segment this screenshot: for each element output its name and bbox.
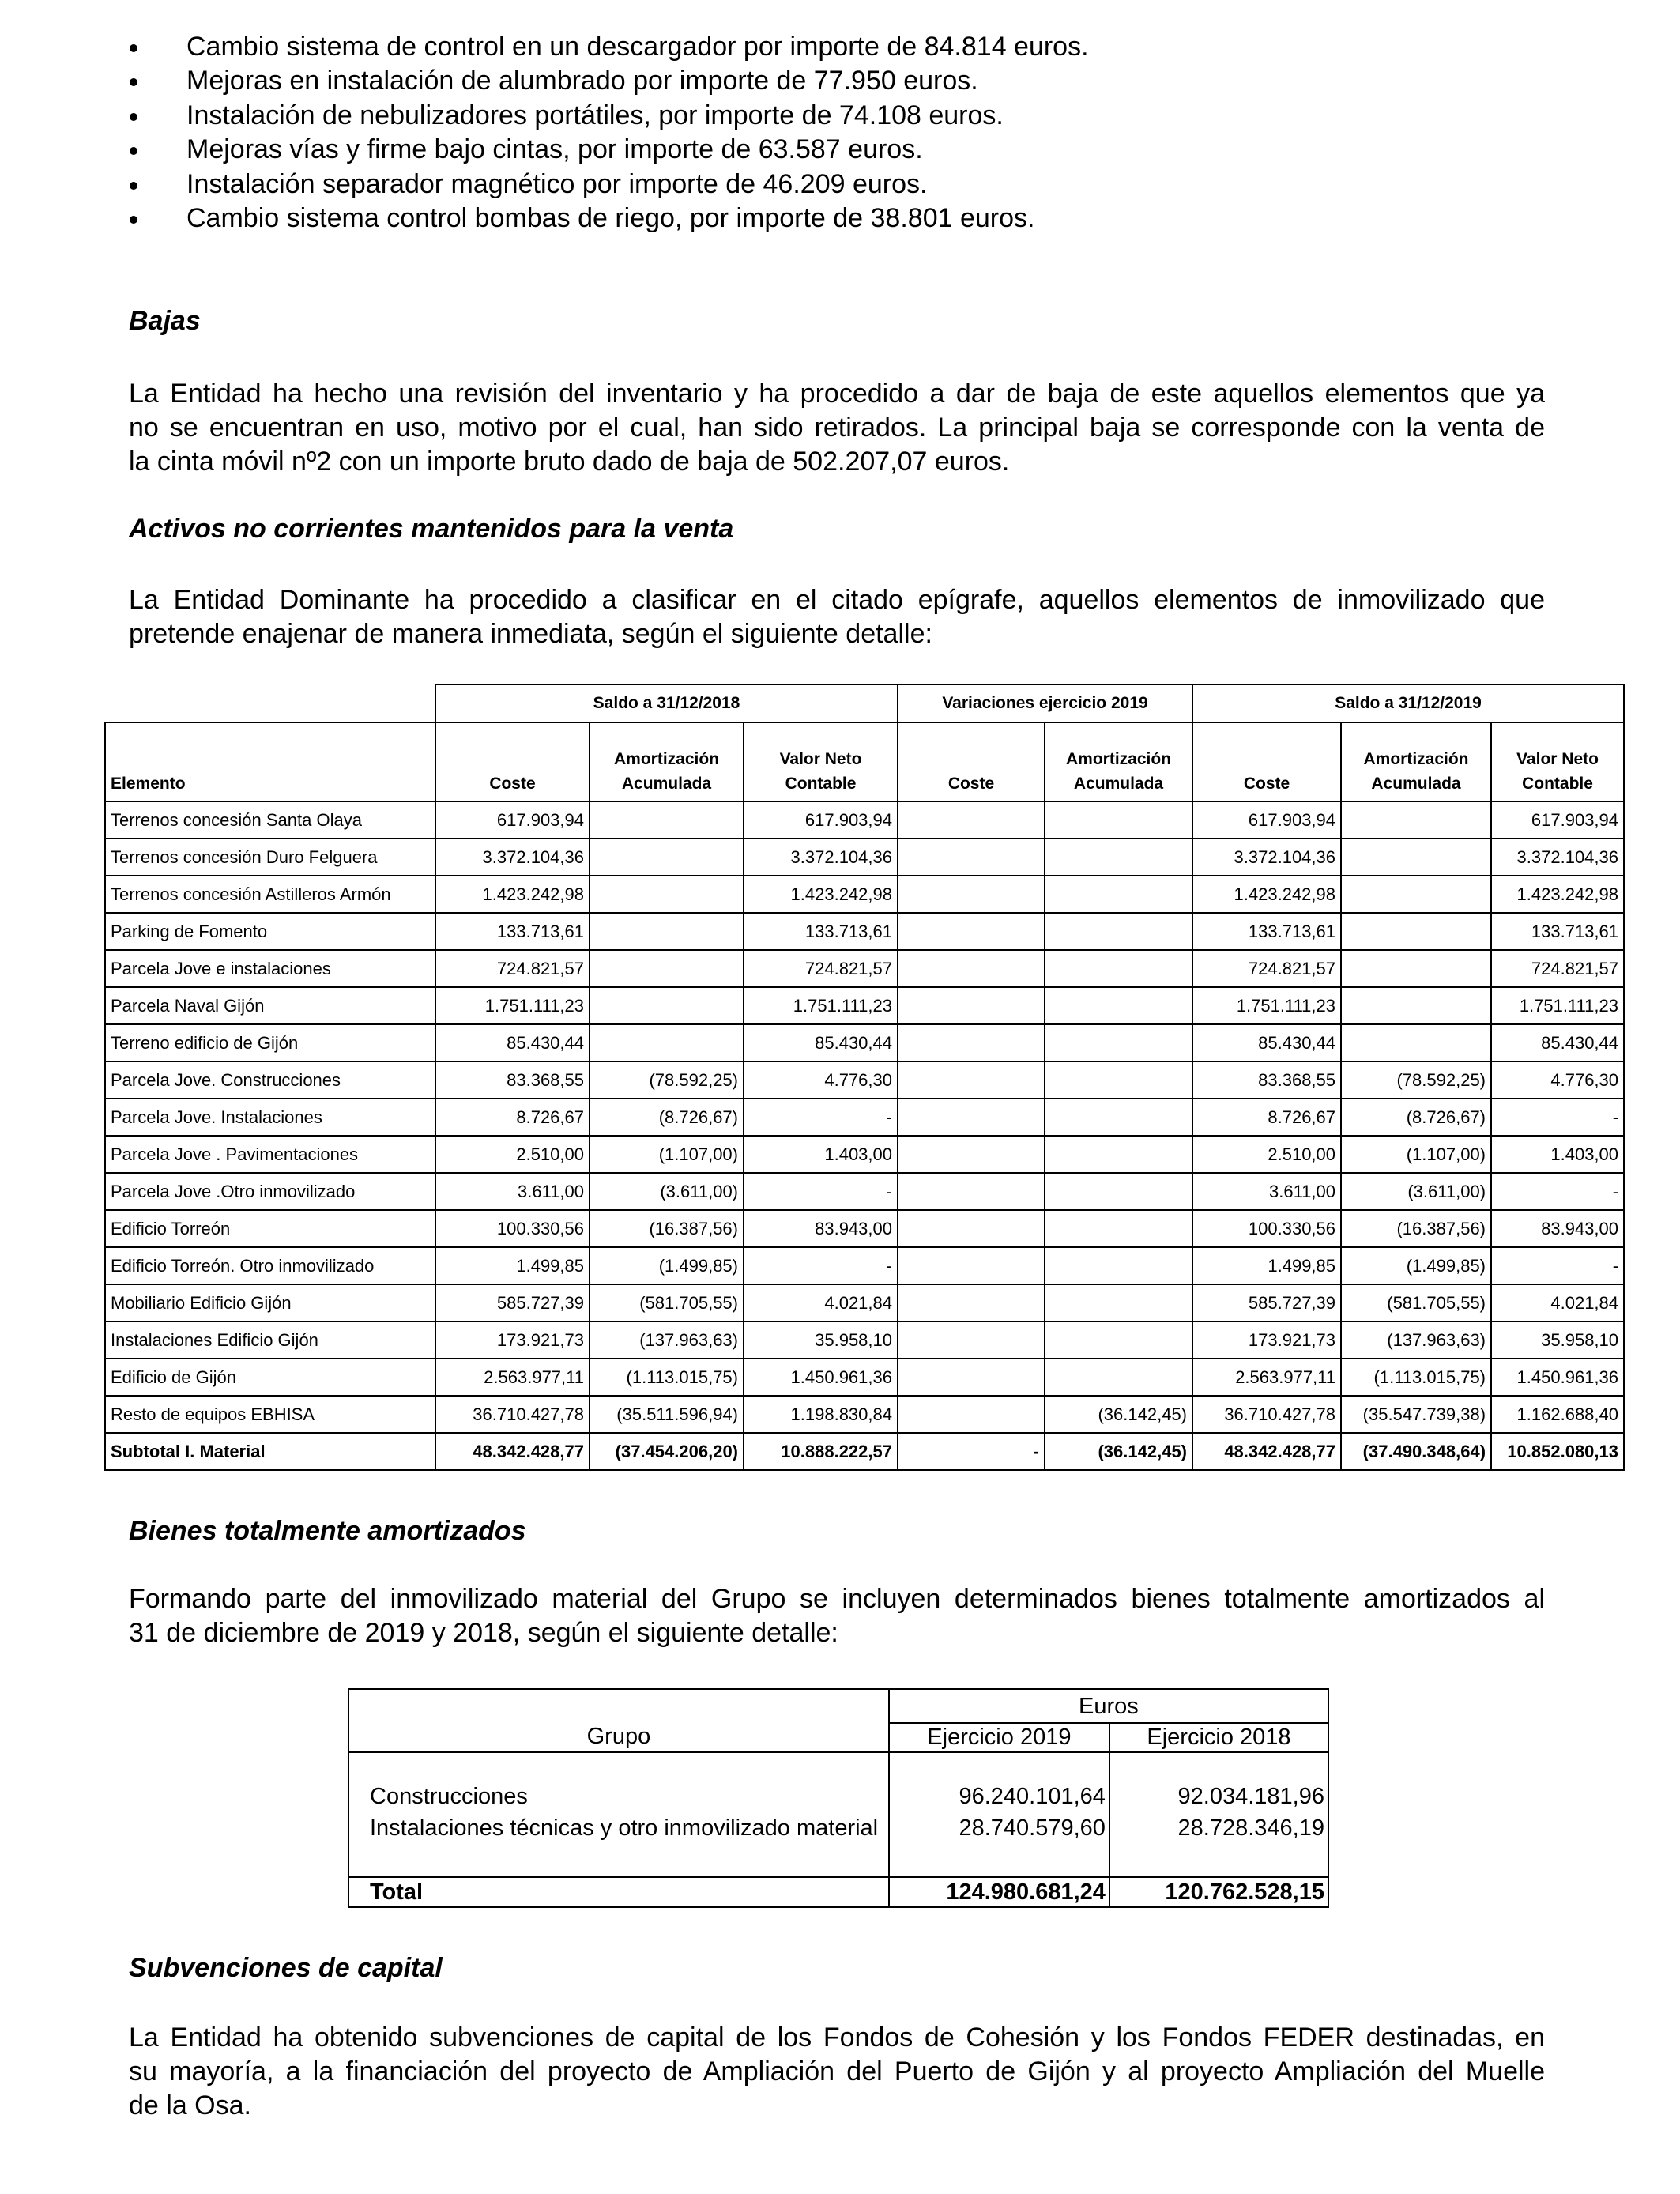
cell-value: 1.423.242,98 — [435, 876, 590, 913]
cell-value — [1341, 801, 1491, 839]
bienes-paragraph: Formando parte del inmovilizado material del Grupo se incluyen determinados bienes totalmente amortizados al 31 de diciembre de 2019 y 2018, según el siguiente detalle: — [129, 1584, 1545, 1648]
cell-value: 35.958,10 — [1491, 1321, 1624, 1359]
cell-value: 83.368,55 — [1192, 1061, 1341, 1099]
bullet-icon — [130, 216, 137, 224]
bullet-icon — [130, 78, 137, 86]
cell-value: 36.710.427,78 — [435, 1396, 590, 1433]
cell-value: 1.450.961,36 — [744, 1359, 898, 1396]
bienes-heading: Bienes totalmente amortizados — [129, 1516, 526, 1546]
cell-value — [898, 1247, 1045, 1284]
cell-value: 83.943,00 — [744, 1210, 898, 1247]
cell-value: 724.821,57 — [435, 950, 590, 987]
cell-value: 2.510,00 — [435, 1136, 590, 1173]
cell-value — [1045, 1136, 1192, 1173]
cell-value — [590, 839, 744, 876]
group-header: Saldo a 31/12/2018 — [435, 684, 898, 722]
bullet-icon — [130, 182, 137, 190]
row-label: Terreno edificio de Gijón — [105, 1024, 435, 1061]
cell-value: 133.713,61 — [1192, 913, 1341, 950]
cell-value: - — [1491, 1173, 1624, 1210]
row-label: Parcela Jove e instalaciones — [105, 950, 435, 987]
table-row — [105, 1284, 1624, 1321]
table-row — [105, 839, 1624, 876]
cell-value: (35.547.739,38) — [1341, 1396, 1491, 1433]
cell-value — [590, 876, 744, 913]
cell-value — [1045, 1061, 1192, 1099]
cell-value: 1.162.688,40 — [1491, 1396, 1624, 1433]
cell-value: (36.142,45) — [1045, 1396, 1192, 1433]
cell-value: - — [1491, 1247, 1624, 1284]
cell-value — [898, 1210, 1045, 1247]
column-header: Amortización Acumulada — [1045, 722, 1192, 801]
cell-value: 2.563.977,11 — [435, 1359, 590, 1396]
cell-value — [898, 1099, 1045, 1136]
bajas-heading: Bajas — [129, 306, 201, 336]
cell-value — [898, 1061, 1045, 1099]
column-header: Amortización Acumulada — [1341, 722, 1491, 801]
cell-value: 133.713,61 — [1491, 913, 1624, 950]
table-header-row — [348, 1723, 1328, 1752]
cell-value — [898, 950, 1045, 987]
cell-value: 100.330,56 — [435, 1210, 590, 1247]
cell-value: 48.342.428,77 — [435, 1433, 590, 1470]
cell-value: 1.499,85 — [1192, 1247, 1341, 1284]
column-header: Valor Neto Contable — [744, 722, 898, 801]
table-row — [105, 1173, 1624, 1210]
subvenciones-heading: Subvenciones de capital — [129, 1953, 443, 1983]
cell-value: 617.903,94 — [744, 801, 898, 839]
table-row — [105, 1024, 1624, 1061]
cell-value: 2.563.977,11 — [1192, 1359, 1341, 1396]
bullet-icon — [130, 113, 137, 121]
cell-value — [1045, 839, 1192, 876]
cell-value — [898, 839, 1045, 876]
cell-value — [1341, 839, 1491, 876]
row-label: Mobiliario Edificio Gijón — [105, 1284, 435, 1321]
cell-value: 3.372.104,36 — [1491, 839, 1624, 876]
cell-value: 617.903,94 — [1192, 801, 1341, 839]
cell-value: 10.852.080,13 — [1491, 1433, 1624, 1470]
cell-value — [590, 801, 744, 839]
cell-value — [898, 1284, 1045, 1321]
cell-value — [1045, 913, 1192, 950]
cell-value — [1341, 876, 1491, 913]
cell-value: 3.611,00 — [435, 1173, 590, 1210]
cell-value: - — [744, 1099, 898, 1136]
cell-value: - — [744, 1247, 898, 1284]
cell-value: (37.490.348,64) — [1341, 1433, 1491, 1470]
cell-value: 724.821,57 — [1491, 950, 1624, 987]
cell-value: (8.726,67) — [1341, 1099, 1491, 1136]
cell-value: - — [898, 1433, 1045, 1470]
cell-value: 617.903,94 — [435, 801, 590, 839]
row-label: Edificio Torreón — [105, 1210, 435, 1247]
cell-value: (137.963,63) — [1341, 1321, 1491, 1359]
cell-value — [1045, 1210, 1192, 1247]
column-header: Valor Neto Contable — [1491, 722, 1624, 801]
row-label: Parcela Jove .Otro inmovilizado — [105, 1173, 435, 1210]
table-total-row: Total 124.980.681,24 120.762.528,15 — [348, 1877, 1328, 1907]
cell-value: 173.921,73 — [1192, 1321, 1341, 1359]
table-row — [105, 1359, 1624, 1396]
table-row — [105, 1099, 1624, 1136]
row-label: Edificio de Gijón — [105, 1359, 435, 1396]
cell-value: 35.958,10 — [744, 1321, 898, 1359]
cell-value — [1341, 913, 1491, 950]
cell-value — [590, 950, 744, 987]
cell-value — [1341, 1024, 1491, 1061]
cell-value — [1045, 876, 1192, 913]
table-row — [105, 913, 1624, 950]
table-group-header-row — [105, 684, 1624, 722]
table-row — [105, 1136, 1624, 1173]
cell-value: 4.776,30 — [1491, 1061, 1624, 1099]
subtotal-row — [105, 1433, 1624, 1470]
cell-value: 724.821,57 — [744, 950, 898, 987]
cell-value: (35.511.596,94) — [590, 1396, 744, 1433]
cell-value: 4.021,84 — [1491, 1284, 1624, 1321]
table-row — [105, 1321, 1624, 1359]
cell-value — [1045, 1284, 1192, 1321]
row-label: Terrenos concesión Astilleros Armón — [105, 876, 435, 913]
row-label: Terrenos concesión Duro Felguera — [105, 839, 435, 876]
cell-value: (16.387,56) — [590, 1210, 744, 1247]
cell-value: 85.430,44 — [1491, 1024, 1624, 1061]
cell-value: 173.921,73 — [435, 1321, 590, 1359]
cell-value — [1341, 987, 1491, 1024]
cell-value: (37.454.206,20) — [590, 1433, 744, 1470]
table-row — [105, 987, 1624, 1024]
cell-value — [1045, 987, 1192, 1024]
row-label: Subtotal I. Material — [105, 1433, 435, 1470]
cell-value: 133.713,61 — [744, 913, 898, 950]
cell-value: 85.430,44 — [435, 1024, 590, 1061]
list-item: Instalación de nebulizadores portátiles, por importe de 74.108 euros. — [129, 99, 1551, 133]
cell-value — [1045, 1024, 1192, 1061]
table-row: Instalaciones técnicas y otro inmovilizado material 28.740.579,60 28.728.346,19 — [348, 1812, 1328, 1844]
cell-value — [590, 913, 744, 950]
cell-value: (3.611,00) — [590, 1173, 744, 1210]
assets-held-for-sale-table — [104, 684, 1625, 1471]
table-column-header-row — [105, 722, 1624, 801]
cell-value — [1045, 1173, 1192, 1210]
list-item: Cambio sistema de control en un descargador por importe de 84.814 euros. — [129, 30, 1551, 64]
cell-value: (581.705,55) — [1341, 1284, 1491, 1321]
cell-value: (137.963,63) — [590, 1321, 744, 1359]
column-header: Coste — [1192, 722, 1341, 801]
row-label: Edificio Torreón. Otro inmovilizado — [105, 1247, 435, 1284]
cell-value — [898, 1024, 1045, 1061]
cell-value: (8.726,67) — [590, 1099, 744, 1136]
cell-value: 1.403,00 — [744, 1136, 898, 1173]
table-row — [105, 1061, 1624, 1099]
list-item: Mejoras vías y firme bajo cintas, por importe de 63.587 euros. — [129, 133, 1551, 167]
cell-value — [1045, 801, 1192, 839]
cell-value: 1.499,85 — [435, 1247, 590, 1284]
cell-value — [898, 1173, 1045, 1210]
list-item: Mejoras en instalación de alumbrado por importe de 77.950 euros. — [129, 64, 1551, 98]
cell-value: 617.903,94 — [1491, 801, 1624, 839]
fully-amortized-table — [348, 1688, 1329, 1908]
cell-value: 85.430,44 — [744, 1024, 898, 1061]
row-label: Parcela Jove. Construcciones — [105, 1061, 435, 1099]
cell-value: 83.943,00 — [1491, 1210, 1624, 1247]
year-header-2019: Ejercicio 2019 — [889, 1723, 1109, 1752]
cell-value: 3.372.104,36 — [435, 839, 590, 876]
cell-value: (1.107,00) — [1341, 1136, 1491, 1173]
table-row — [105, 801, 1624, 839]
cell-value: 1.751.111,23 — [435, 987, 590, 1024]
cell-value — [1045, 1359, 1192, 1396]
bajas-paragraph: La Entidad ha hecho una revisión del inventario y ha procedido a dar de baja de este aquellos elementos que ya no se encuentran en uso, motivo por el cual, han sido retirados. La principal baja se corresponde con la venta de la cinta móvil nº2 con un importe bruto dado de baja de 502.207,07 euros. — [129, 379, 1545, 477]
cell-value: (1.113.015,75) — [590, 1359, 744, 1396]
cell-value: 85.430,44 — [1192, 1024, 1341, 1061]
cell-value — [1045, 1247, 1192, 1284]
cell-value: 1.423.242,98 — [1192, 876, 1341, 913]
cell-value — [898, 1359, 1045, 1396]
cell-value: 724.821,57 — [1192, 950, 1341, 987]
cell-value: (78.592,25) — [590, 1061, 744, 1099]
cell-value: 585.727,39 — [435, 1284, 590, 1321]
cell-value — [1045, 950, 1192, 987]
row-label: Parcela Jove . Pavimentaciones — [105, 1136, 435, 1173]
improvements-list — [129, 30, 1551, 236]
cell-value: 1.423.242,98 — [744, 876, 898, 913]
group-header: Variaciones ejercicio 2019 — [898, 684, 1192, 722]
group-header: Grupo — [348, 1723, 889, 1752]
row-label: Resto de equipos EBHISA — [105, 1396, 435, 1433]
row-label: Parcela Naval Gijón — [105, 987, 435, 1024]
cell-value: 4.776,30 — [744, 1061, 898, 1099]
subvenciones-paragraph: La Entidad ha obtenido subvenciones de capital de los Fondos de Cohesión y los Fondos FEDER destinadas, en su mayoría, a la financiación del proyecto de Ampliación del Puerto de Gijón y al proyecto Ampliación del Muelle de la Osa. — [129, 2022, 1545, 2120]
cell-value: 3.611,00 — [1192, 1173, 1341, 1210]
cell-value: - — [1491, 1099, 1624, 1136]
column-header: Coste — [898, 722, 1045, 801]
cell-value: - — [744, 1173, 898, 1210]
cell-value — [898, 1136, 1045, 1173]
cell-value — [1341, 950, 1491, 987]
cell-value — [898, 913, 1045, 950]
cell-value: (581.705,55) — [590, 1284, 744, 1321]
cell-value — [898, 987, 1045, 1024]
cell-value: (16.387,56) — [1341, 1210, 1491, 1247]
row-label: Terrenos concesión Santa Olaya — [105, 801, 435, 839]
cell-value — [898, 801, 1045, 839]
table-row: Construcciones 96.240.101,64 92.034.181,96 — [348, 1781, 1328, 1812]
cell-value: 1.751.111,23 — [1491, 987, 1624, 1024]
column-header: Amortización Acumulada — [590, 722, 744, 801]
cell-value: 100.330,56 — [1192, 1210, 1341, 1247]
cell-value: 1.751.111,23 — [744, 987, 898, 1024]
cell-value: (78.592,25) — [1341, 1061, 1491, 1099]
cell-value: 4.021,84 — [744, 1284, 898, 1321]
cell-value — [898, 1396, 1045, 1433]
row-label: Instalaciones Edificio Gijón — [105, 1321, 435, 1359]
cell-value: 8.726,67 — [1192, 1099, 1341, 1136]
cell-value — [590, 987, 744, 1024]
cell-value: 1.198.830,84 — [744, 1396, 898, 1433]
cell-value: (1.499,85) — [590, 1247, 744, 1284]
cell-value: 2.510,00 — [1192, 1136, 1341, 1173]
year-header-2018: Ejercicio 2018 — [1109, 1723, 1328, 1752]
table-row — [105, 876, 1624, 913]
cell-value — [1045, 1321, 1192, 1359]
cell-value — [590, 1024, 744, 1061]
cell-value — [898, 876, 1045, 913]
list-item: Instalación separador magnético por importe de 46.209 euros. — [129, 168, 1551, 202]
euros-header: Euros — [889, 1689, 1328, 1723]
activos-paragraph: La Entidad Dominante ha procedido a clasificar en el citado epígrafe, aquellos elementos de inmovilizado que pretende enajenar de manera inmediata, según el siguiente detalle: — [129, 585, 1545, 649]
cell-value: (1.499,85) — [1341, 1247, 1491, 1284]
list-item: Cambio sistema control bombas de riego, por importe de 38.801 euros. — [129, 202, 1551, 236]
table-row — [105, 1210, 1624, 1247]
cell-value: 3.372.104,36 — [1192, 839, 1341, 876]
cell-value: 36.710.427,78 — [1192, 1396, 1341, 1433]
bullet-icon — [130, 44, 137, 52]
cell-value: 1.423.242,98 — [1491, 876, 1624, 913]
cell-value: (36.142,45) — [1045, 1433, 1192, 1470]
cell-value: 8.726,67 — [435, 1099, 590, 1136]
column-header: Coste — [435, 722, 590, 801]
cell-value: 48.342.428,77 — [1192, 1433, 1341, 1470]
cell-value — [898, 1321, 1045, 1359]
cell-value: (1.107,00) — [590, 1136, 744, 1173]
bullet-icon — [130, 147, 137, 155]
row-label: Parking de Fomento — [105, 913, 435, 950]
table-row — [105, 950, 1624, 987]
cell-value: (3.611,00) — [1341, 1173, 1491, 1210]
activos-heading: Activos no corrientes mantenidos para la venta — [129, 514, 734, 544]
cell-value: 585.727,39 — [1192, 1284, 1341, 1321]
cell-value: 1.403,00 — [1491, 1136, 1624, 1173]
table-row — [105, 1396, 1624, 1433]
cell-value — [1045, 1099, 1192, 1136]
row-label: Parcela Jove. Instalaciones — [105, 1099, 435, 1136]
column-header: Elemento — [105, 722, 435, 801]
cell-value: 3.372.104,36 — [744, 839, 898, 876]
cell-value: 10.888.222,57 — [744, 1433, 898, 1470]
cell-value: 83.368,55 — [435, 1061, 590, 1099]
cell-value: 133.713,61 — [435, 913, 590, 950]
group-header: Saldo a 31/12/2019 — [1192, 684, 1624, 722]
cell-value: (1.113.015,75) — [1341, 1359, 1491, 1396]
table-row — [105, 1247, 1624, 1284]
cell-value: 1.450.961,36 — [1491, 1359, 1624, 1396]
table-header-row — [348, 1689, 1328, 1723]
cell-value: 1.751.111,23 — [1192, 987, 1341, 1024]
